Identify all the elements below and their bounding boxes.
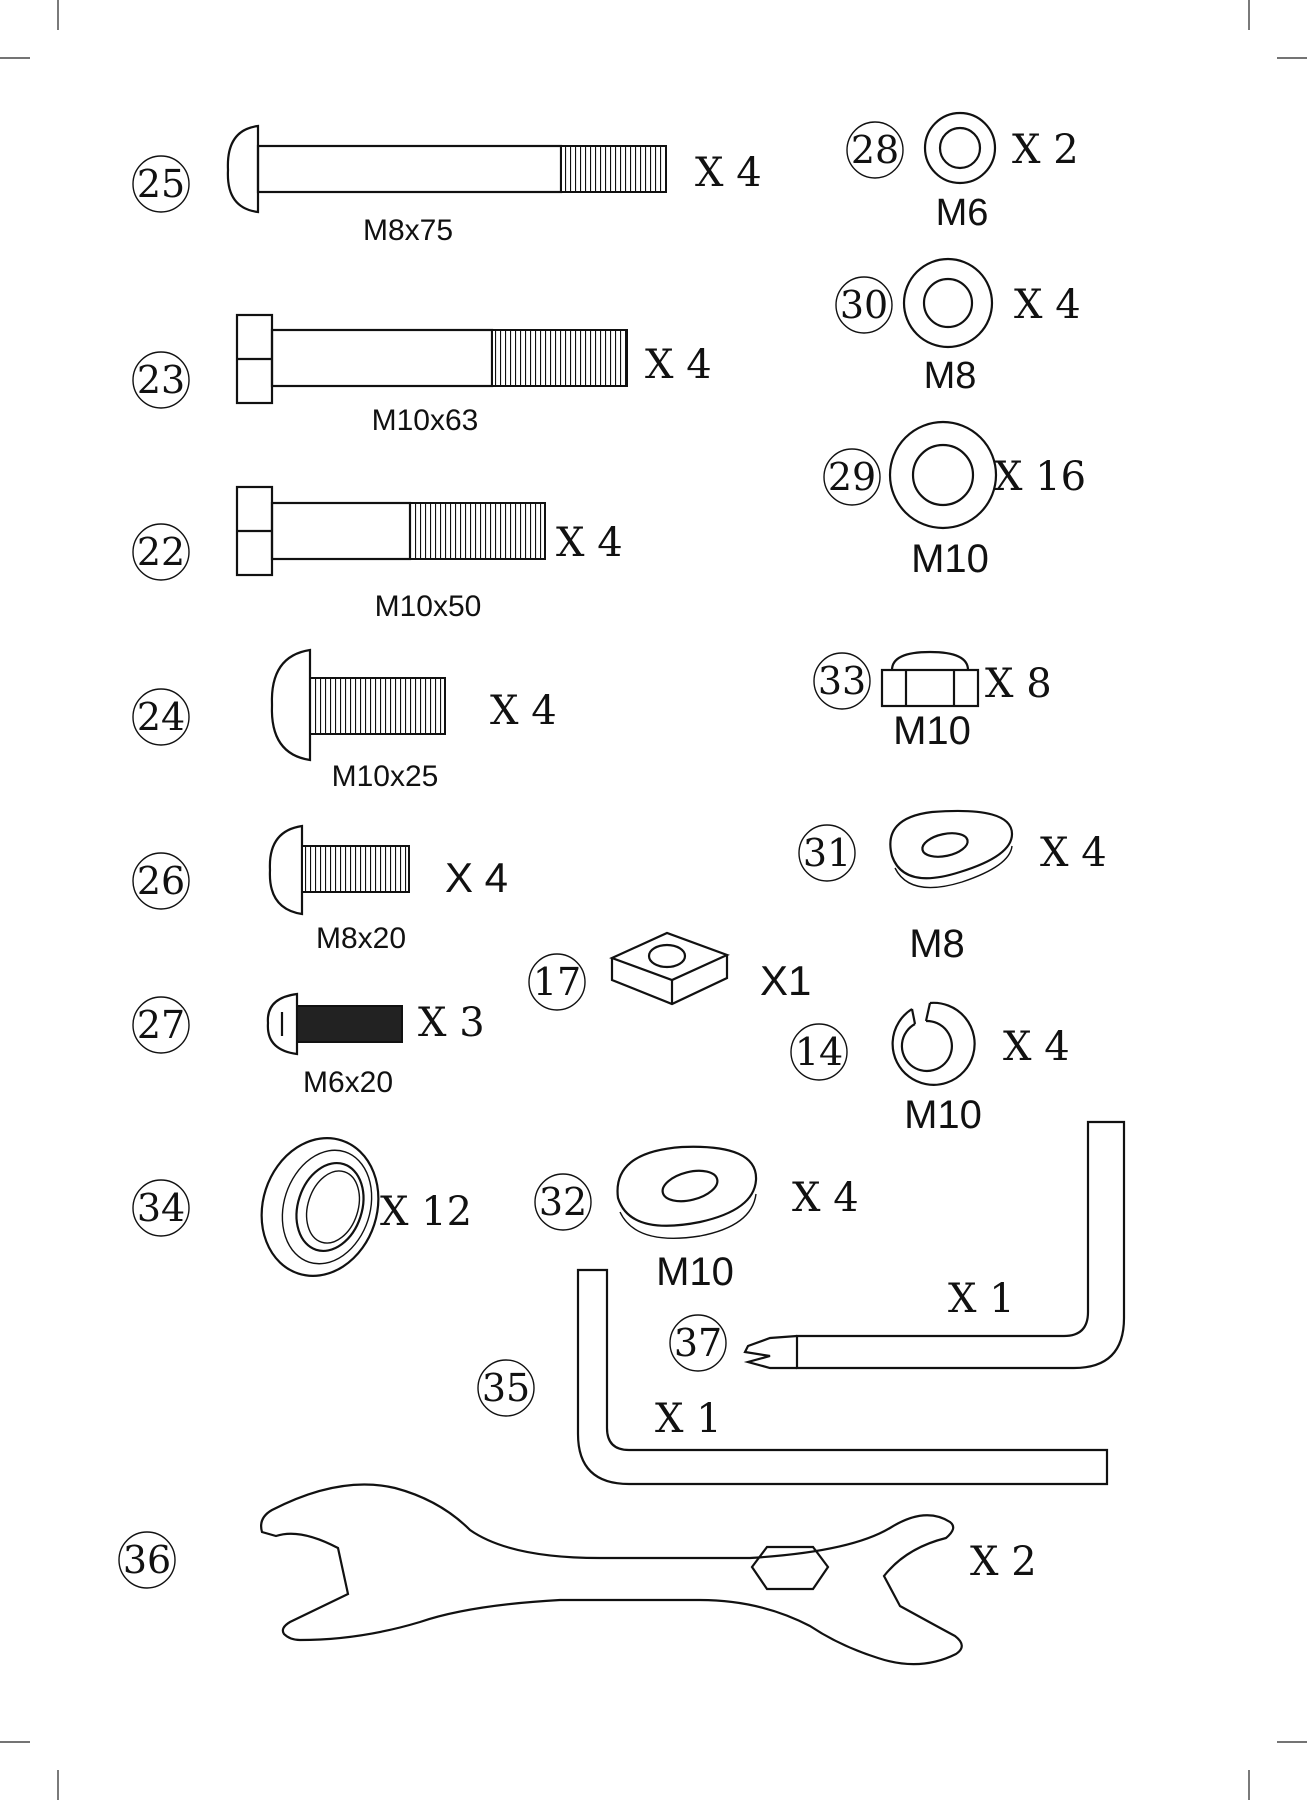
size-label: M10x50 — [374, 590, 482, 623]
curved-washer-icon — [890, 811, 1012, 888]
size-label: M6 — [935, 192, 989, 234]
part-number: 17 — [532, 960, 582, 1004]
quantity-label: X 4 — [1003, 1024, 1070, 1070]
part-37 — [670, 1122, 1124, 1371]
part-27 — [133, 994, 485, 1099]
flat-washer-icon — [890, 422, 996, 528]
spring-washer-icon — [893, 1003, 975, 1085]
part-14 — [791, 1003, 1070, 1137]
quantity-label: X 1 — [948, 1276, 1015, 1322]
allen-key-icon — [578, 1270, 1107, 1484]
quantity-label: X 12 — [380, 1189, 473, 1235]
flat-washer-icon — [925, 113, 995, 183]
size-label: M6x20 — [302, 1066, 394, 1099]
part-22 — [133, 487, 623, 623]
quantity-label: X 4 — [645, 342, 712, 388]
quantity-label: X 2 — [1012, 127, 1079, 173]
square-nut-icon — [612, 933, 727, 1004]
round-head-bolt-icon — [270, 826, 409, 914]
part-number: 33 — [817, 659, 867, 703]
nylon-lock-nut-icon — [882, 652, 978, 706]
part-31 — [799, 811, 1107, 966]
part-32 — [535, 1147, 859, 1294]
round-head-bolt-icon — [272, 650, 445, 760]
quantity-label: X 4 — [695, 150, 762, 196]
part-number: 25 — [136, 162, 186, 206]
quantity-label: X1 — [760, 957, 812, 1004]
size-label: M8x75 — [362, 214, 454, 247]
quantity-label: X 4 — [445, 854, 509, 901]
quantity-label: X 4 — [792, 1175, 859, 1221]
part-number: 23 — [136, 358, 186, 402]
part-number: 24 — [136, 695, 186, 739]
size-label: M10 — [656, 1250, 734, 1294]
quantity-label: X 4 — [490, 688, 557, 734]
open-end-wrench-icon — [261, 1484, 962, 1664]
quantity-label: X 4 — [556, 520, 623, 566]
screw-icon — [268, 994, 402, 1054]
part-34 — [133, 1123, 472, 1291]
part-23 — [133, 315, 712, 437]
size-label: M8 — [923, 355, 977, 397]
quantity-label: X 4 — [1014, 282, 1081, 328]
round-head-bolt-icon — [228, 126, 666, 212]
part-30 — [836, 259, 1081, 397]
part-number: 27 — [136, 1003, 186, 1047]
part-number: 36 — [122, 1538, 172, 1582]
quantity-label: X 8 — [985, 661, 1052, 707]
curved-washer-icon — [618, 1147, 757, 1239]
part-number: 22 — [136, 530, 186, 574]
part-number: 30 — [839, 283, 889, 327]
bushing-icon — [244, 1123, 396, 1291]
hex-bolt-icon — [237, 487, 545, 575]
screwdriver-icon — [745, 1122, 1124, 1368]
part-28 — [847, 113, 1079, 234]
part-number: 31 — [802, 831, 852, 875]
part-33 — [814, 652, 1052, 753]
quantity-label: X 16 — [994, 454, 1087, 500]
hex-bolt-icon — [237, 315, 627, 403]
part-number: 37 — [673, 1321, 723, 1365]
part-26 — [133, 826, 508, 955]
size-label: M10x63 — [371, 404, 479, 437]
part-29 — [824, 422, 1086, 581]
quantity-label: X 2 — [970, 1539, 1037, 1585]
part-36 — [119, 1484, 1037, 1664]
size-label: M8x20 — [315, 922, 407, 955]
quantity-label: X 3 — [418, 1000, 485, 1046]
size-label: M10x25 — [331, 760, 439, 793]
part-number: 35 — [481, 1366, 531, 1410]
part-number: 29 — [827, 455, 877, 499]
size-label: M8 — [909, 922, 965, 966]
quantity-label: X 4 — [1040, 830, 1107, 876]
part-number: 14 — [794, 1030, 844, 1074]
size-label: M10 — [911, 537, 989, 581]
part-number: 28 — [850, 128, 900, 172]
part-number: 32 — [538, 1180, 588, 1224]
part-17 — [529, 933, 811, 1010]
part-number: 34 — [136, 1186, 186, 1230]
quantity-label: X 1 — [655, 1396, 722, 1442]
size-label: M10 — [904, 1093, 982, 1137]
part-25 — [133, 126, 762, 247]
size-label: M10 — [893, 709, 971, 753]
part-24 — [133, 650, 557, 793]
flat-washer-icon — [904, 259, 992, 347]
part-number: 26 — [136, 859, 186, 903]
